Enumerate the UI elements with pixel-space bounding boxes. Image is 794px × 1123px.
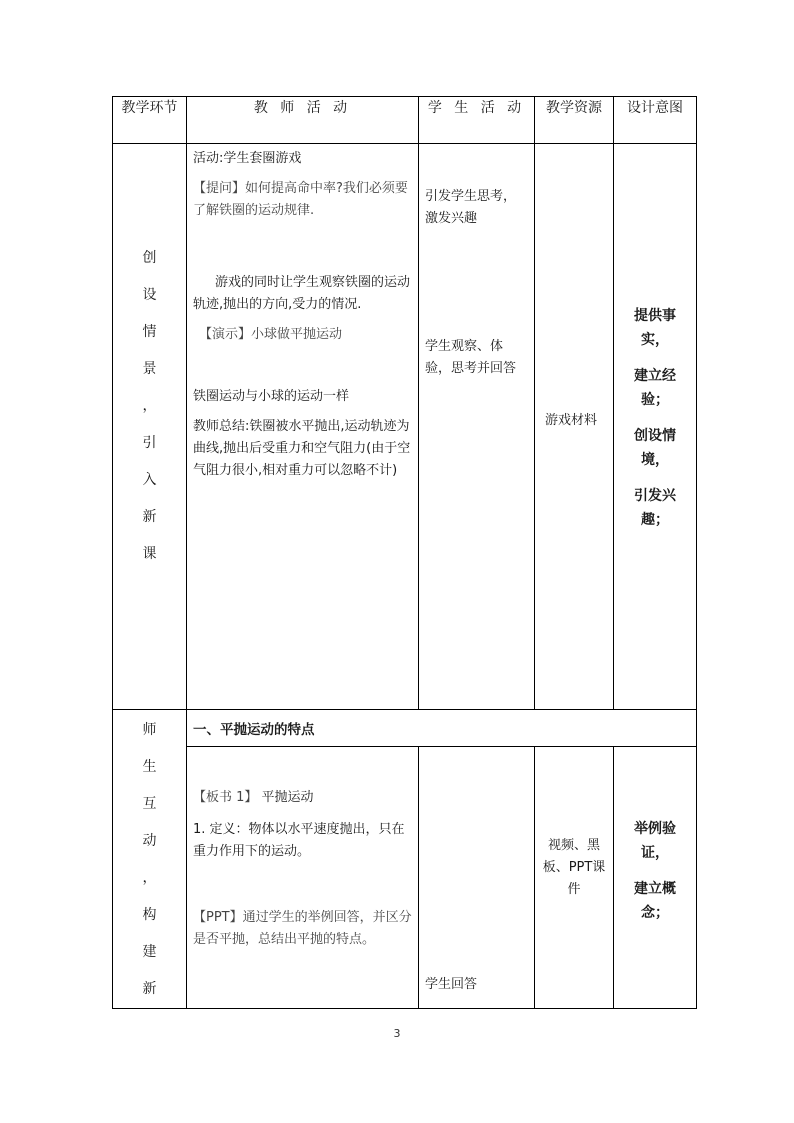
activity-text: 活动:学生套圈游戏 (193, 151, 302, 166)
table-row-intro (113, 144, 697, 710)
board-tag: 【板书 1】 (193, 790, 258, 805)
demo-tag: 【演示】 (199, 327, 252, 342)
stage-char: 创 (142, 250, 157, 266)
stage-char: 景 (142, 361, 157, 377)
question-text: 如何提高命中率?我们必须要了解铁圈的运动规律. (193, 181, 408, 218)
student-activity-intro (419, 144, 535, 710)
design-item: 建立经验； (634, 368, 676, 408)
teacher-activity-intro (187, 144, 419, 710)
student-observe: 学生观察、体验，思考并回答 (425, 339, 517, 376)
design-item: 建立概念； (634, 881, 676, 921)
stage-char: 师 (142, 722, 157, 738)
observe-text: 游戏的同时让学生观察铁圈的运动轨迹,抛出的方向,受力的情况. (193, 275, 411, 312)
stage-char: 入 (142, 472, 157, 488)
stage-char: 动 (142, 833, 157, 849)
teacher-activity-interaction (187, 747, 419, 1009)
stage-char: 课 (142, 546, 157, 562)
question-paragraph (193, 178, 412, 222)
stage-char: 互 (142, 796, 157, 812)
stage-char: 引 (142, 435, 157, 451)
stage-cell-intro (113, 144, 187, 710)
stage-char: ， (142, 870, 157, 886)
resource-interaction: 视频、黑板、PPT课件 (535, 747, 614, 1009)
stage-char: 设 (142, 287, 157, 303)
design-item: 举例验证， (634, 821, 676, 861)
table-row-section-title (113, 710, 697, 747)
design-intent-interaction (614, 747, 697, 1009)
stage-char: 构 (142, 907, 157, 923)
same-motion-text: 铁圈运动与小球的运动一样 (193, 389, 350, 404)
table-row-interaction (113, 747, 697, 1009)
header-resources: 教学资源 (535, 97, 614, 144)
stage-char: 新 (142, 981, 157, 997)
header-student-activity: 学 生 活 动 (419, 97, 535, 144)
design-item: 提供事实， (634, 308, 676, 348)
question-tag: 【提问】 (193, 181, 246, 196)
header-design-intent: 设计意图 (614, 97, 697, 144)
teacher-summary: 教师总结:铁圈被水平抛出,运动轨迹为曲线,抛出后受重力和空气阻力(由于空气阻力很小,相对重力可以忽略不计) (193, 419, 411, 478)
lesson-plan-table (112, 96, 697, 1009)
design-item: 创设情境， (634, 428, 676, 468)
stage-char: 情 (142, 324, 157, 340)
definition-text: 1. 定义：物体以水平速度抛出，只在重力作用下的运动。 (193, 822, 405, 859)
section-title: 一、平抛运动的特点 (187, 710, 697, 747)
board-paragraph (193, 787, 412, 809)
table-header-row (113, 97, 697, 144)
student-activity-interaction (419, 747, 535, 1009)
design-item: 引发兴趣； (634, 488, 676, 528)
ppt-text: 通过学生的举例回答，并区分是否平抛，总结出平抛的特点。 (193, 910, 412, 947)
board-text: 平抛运动 (261, 790, 314, 805)
page-number: 3 (393, 1027, 401, 1040)
header-stage: 教学环节 (113, 97, 187, 144)
stage-char: 建 (142, 944, 157, 960)
student-answer: 学生回答 (425, 977, 478, 992)
stage-char: 生 (142, 759, 157, 775)
ppt-tag: 【PPT】 (193, 910, 243, 925)
stage-char: ， (142, 398, 157, 414)
ppt-paragraph (193, 907, 412, 951)
stage-char: 新 (142, 509, 157, 525)
design-intent-intro (614, 144, 697, 710)
demo-paragraph (193, 324, 412, 346)
stage-cell-interaction (113, 710, 187, 1009)
student-think: 引发学生思考，激发兴趣 (425, 189, 517, 226)
resource-intro: 游戏材料 (535, 144, 614, 710)
demo-text: 小球做平抛运动 (251, 327, 343, 342)
header-teacher-activity: 教 师 活 动 (187, 97, 419, 144)
